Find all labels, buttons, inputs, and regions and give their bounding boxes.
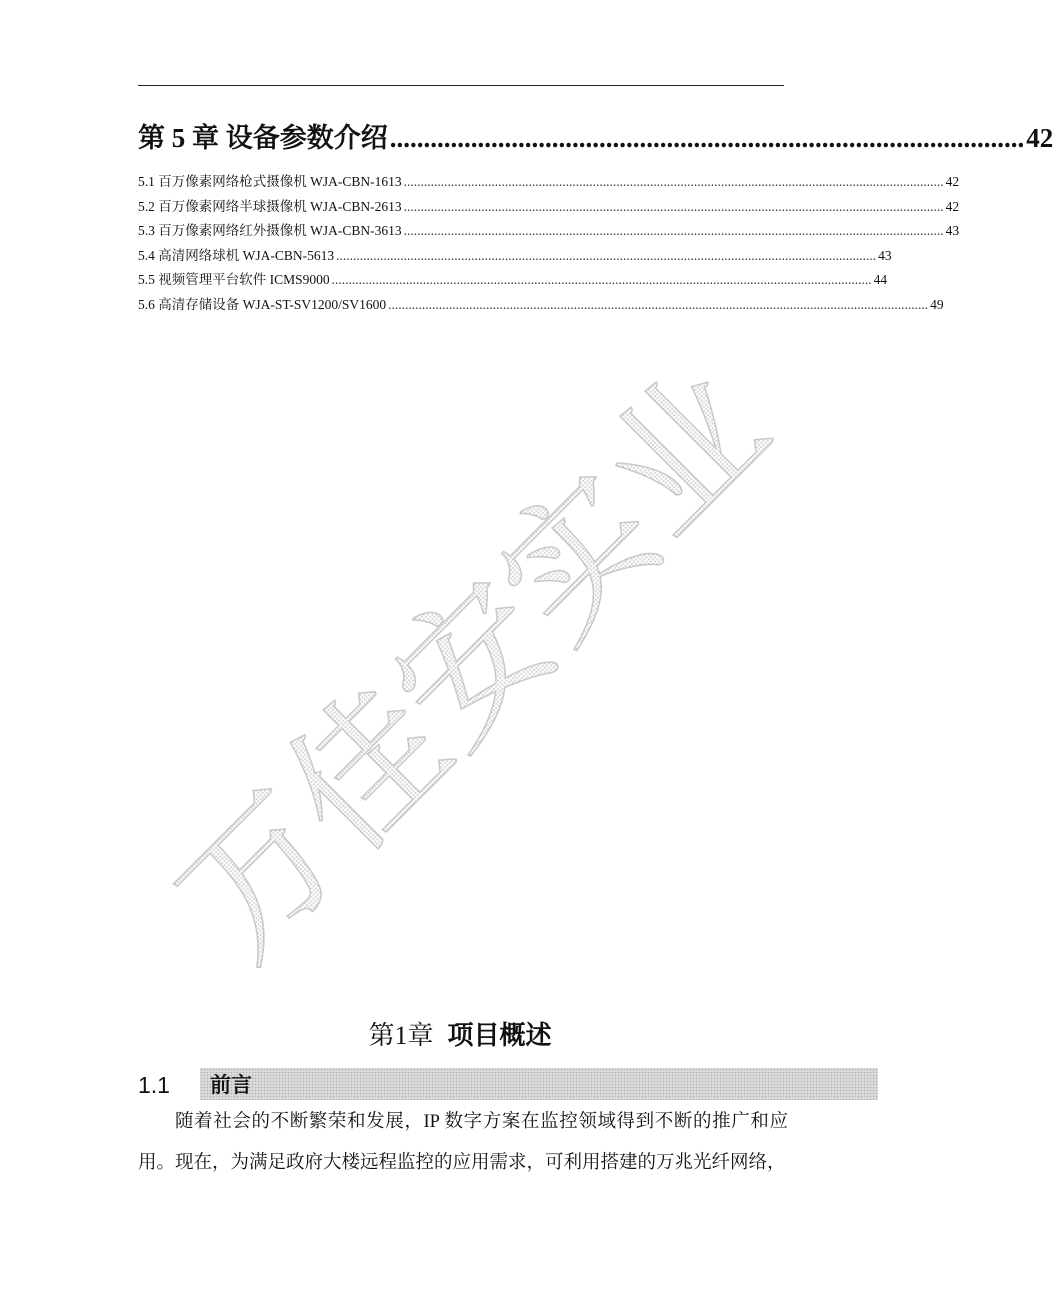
chapter-name: 项目概述 [447, 1021, 552, 1051]
toc-leader-dots: ................................................................................................................................................................ [336, 247, 877, 263]
toc-item-page: 42 [945, 174, 960, 189]
toc-list [138, 170, 960, 317]
section-shading-bar [200, 1068, 878, 1100]
chapter-number: 第1章 [368, 1021, 434, 1050]
chapter-heading [0, 1014, 920, 1058]
header-rule [138, 85, 784, 86]
section-name: 前言 [210, 1073, 252, 1097]
toc-item-title: 5.3 百万像素网络红外摄像机 WJA-CBN-3613 [138, 223, 402, 238]
body-paragraph: 随着社会的不断繁荣和发展，IP 数字方案在监控领域得到不断的推广和应用。现在，为满足政府大楼远程监控的应用需求，可利用搭建的万兆光纤网络， [138, 1112, 788, 1173]
watermark [140, 337, 801, 991]
section-number: 1.1 [138, 1072, 170, 1098]
toc-item-page: 43 [878, 247, 892, 263]
toc-item-title: 5.2 百万像素网络半球摄像机 WJA-CBN-2613 [138, 198, 402, 214]
toc-item-title: 5.4 高清网络球机 WJA-CBN-5613 [138, 247, 335, 263]
toc-item-page: 42 [945, 198, 960, 214]
toc-chapter-page: 42 [1026, 123, 1053, 153]
toc-leader-dots: .............................................................................................. [389, 123, 1025, 153]
toc-leader-dots: ................................................................................................................................................................ [403, 174, 944, 189]
toc-item[interactable] [138, 244, 892, 269]
toc-leader-dots: ................................................................................................................................................................ [403, 223, 944, 238]
toc-leader-dots: ................................................................................................................................................................ [403, 198, 944, 214]
toc-item[interactable] [138, 195, 960, 220]
toc-item[interactable] [138, 170, 960, 195]
toc-item-page: 49 [930, 296, 944, 312]
toc-item-page: 43 [945, 223, 960, 238]
watermark-text: 万佳安实业 [147, 337, 801, 991]
toc-item[interactable] [138, 293, 944, 318]
toc-item-title: 5.6 高清存储设备 WJA-ST-SV1200/SV1600 [138, 296, 387, 312]
toc-item[interactable] [138, 268, 888, 293]
toc-chapter-title: 第 5 章 设备参数介绍 [138, 123, 388, 153]
toc-item-title: 5.1 百万像素网络枪式摄像机 WJA-CBN-1613 [138, 174, 402, 189]
toc-chapter-entry[interactable] [138, 116, 1053, 160]
section-heading [138, 1066, 878, 1102]
toc-item-title: 5.5 视频管理平台软件 ICMS9000 [138, 272, 330, 287]
toc-leader-dots: ................................................................................................................................................................ [388, 296, 929, 312]
toc-leader-dots: ................................................................................................................................................................ [331, 272, 872, 287]
toc-item[interactable] [138, 219, 960, 244]
toc-item-page: 44 [873, 272, 888, 287]
